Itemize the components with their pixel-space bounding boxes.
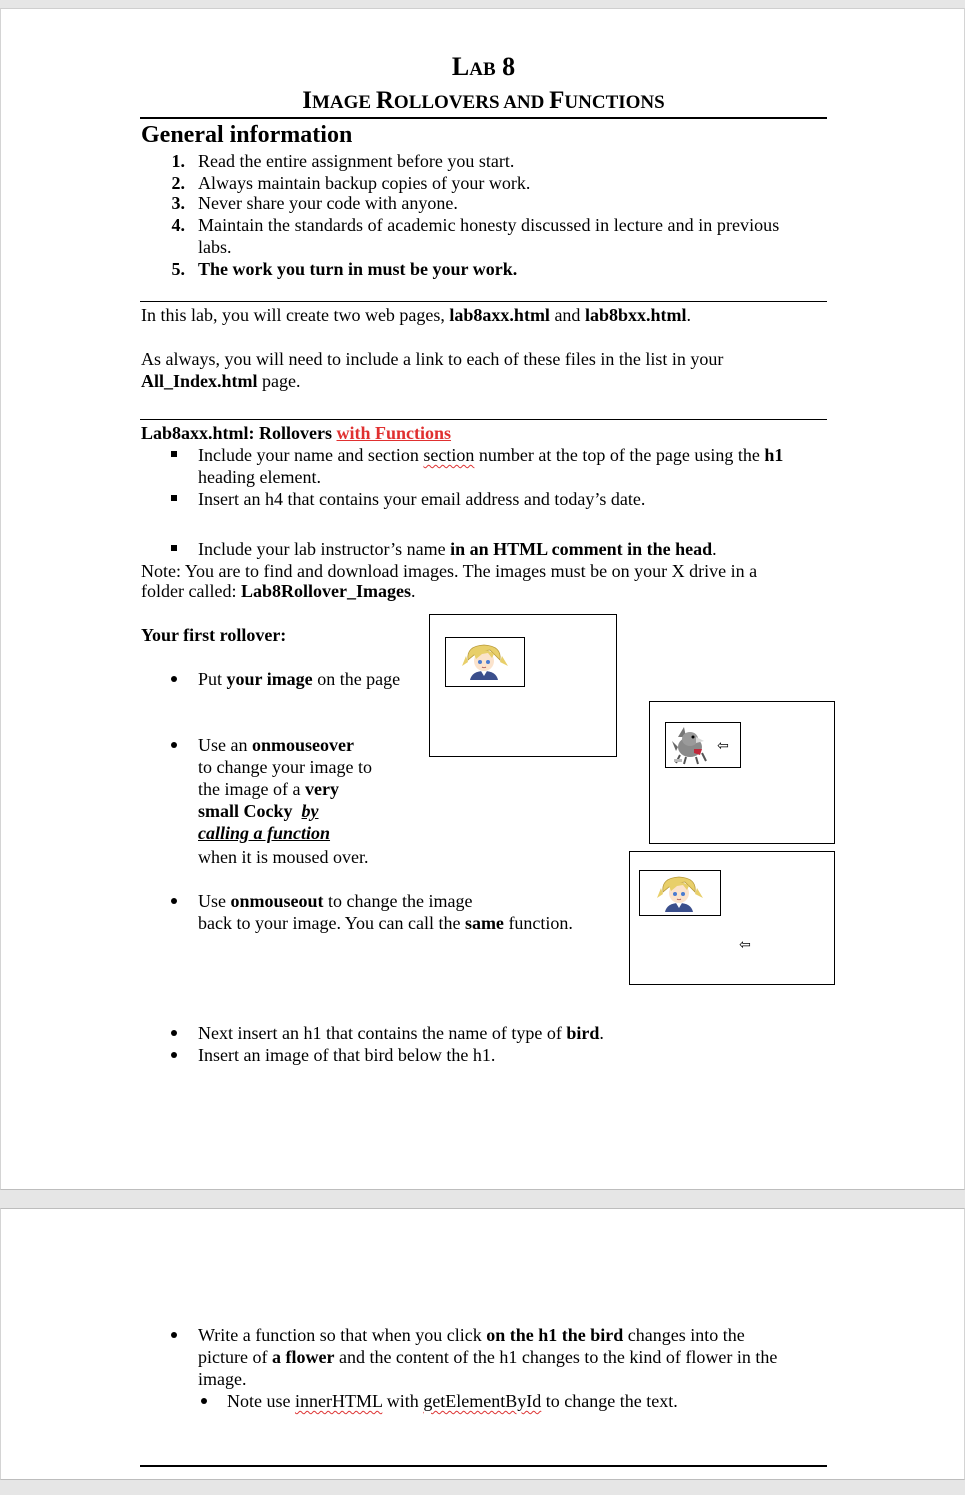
text: function. [503, 913, 573, 933]
bullet-item-cont: heading element. [198, 467, 321, 487]
section-a-heading [141, 422, 451, 444]
section-rule [140, 301, 827, 302]
image-box [639, 870, 721, 916]
bullet-item [198, 444, 783, 466]
text: Next insert an h1 that contains the name of type of [198, 1023, 567, 1043]
rollover-heading: Your first rollover: [141, 625, 287, 645]
lab-title [1, 52, 965, 85]
text: onmouseout [230, 891, 324, 911]
title-smallcaps: AB [469, 59, 496, 80]
text: Use [198, 891, 231, 911]
subtitle-cap: F [549, 87, 565, 114]
text: very [304, 779, 339, 799]
text: . [712, 539, 717, 559]
spell-flag: section [423, 445, 475, 465]
text: the image of a [198, 779, 305, 799]
round-bullet [171, 898, 177, 904]
round-bullet [171, 1030, 177, 1036]
round-bullet [171, 1332, 177, 1338]
document-page-1 [0, 8, 965, 1190]
note-text: Note: You are to find and download images. The images must be on your X drive in a [141, 561, 758, 581]
anime-girl-image [460, 642, 510, 680]
browser-frame-2 [649, 701, 835, 844]
intro-paragraph-2-cont [141, 370, 301, 392]
text: Note use [227, 1391, 295, 1411]
text: to change the image [323, 891, 473, 911]
text: small Cocky [198, 801, 293, 821]
subtitle-cap: I [302, 87, 312, 114]
bottom-rule [140, 1465, 827, 1467]
bullet-item-cont [198, 778, 339, 800]
text: onmouseover [251, 735, 354, 755]
emphasis: by [301, 801, 319, 821]
square-bullet [171, 495, 177, 501]
bullet-item-cont: image. [198, 1369, 247, 1389]
list-number: 4. [171, 215, 185, 235]
text: folder called: [141, 581, 241, 601]
bullet-item-cont: calling a function [198, 823, 331, 843]
bullet-item [198, 1022, 604, 1044]
list-item: Read the entire assignment before you start. [198, 151, 515, 171]
browser-frame-1 [429, 614, 617, 757]
text: Include your name and section [198, 445, 424, 465]
subtitle-sc: UNCTIONS [564, 92, 665, 113]
text: In this lab, you will create two web pages, [141, 305, 450, 325]
cursor-arrow-icon: ⇦ [717, 738, 729, 754]
list-item-cont: labs. [198, 237, 232, 257]
bullet-item-cont [198, 800, 323, 822]
text: Lab8axx.html: Rollovers [141, 423, 337, 443]
bullet-item [198, 538, 717, 560]
spell-flag: getElementById [423, 1391, 542, 1411]
anime-girl-image [655, 874, 705, 912]
document-page-2 [0, 1208, 965, 1480]
text: . [599, 1023, 604, 1043]
text: number at the top of the page using the [474, 445, 765, 465]
subtitle-sc: OLLOVERS AND [393, 92, 550, 113]
list-item: Always maintain backup copies of your work. [198, 173, 531, 193]
text: your image [226, 669, 313, 689]
browser-frame-3 [629, 851, 835, 985]
text: h1 [764, 445, 784, 465]
filename: All_Index.html [141, 371, 258, 391]
note-text-cont [141, 580, 415, 602]
bullet-item-cont [198, 1346, 777, 1368]
text: page. [257, 371, 301, 391]
round-bullet [171, 676, 177, 682]
bullet-item-cont: when it is moused over. [198, 847, 369, 867]
text: Put [198, 669, 227, 689]
bullet-item-cont [198, 912, 573, 934]
cocky-mascot-image [670, 725, 712, 765]
image-box [445, 637, 525, 687]
sub-bullet-item [227, 1390, 678, 1412]
text: bird [566, 1023, 600, 1043]
text: on the h1 the bird [486, 1325, 624, 1345]
title-rule [140, 117, 827, 119]
square-bullet [171, 451, 177, 457]
text: back to your image. You can call the [198, 913, 465, 933]
text: and [549, 305, 585, 325]
cursor-arrow-icon: ⇦ [739, 937, 751, 953]
text: picture of [198, 1347, 272, 1367]
subtitle-cap: R [375, 87, 394, 114]
text: same [464, 913, 504, 933]
lab-subtitle [1, 87, 965, 117]
round-bullet [171, 742, 177, 748]
text: Write a function so that when you click [198, 1325, 487, 1345]
subtitle-sc: MAGE [312, 92, 376, 113]
list-item: The work you turn in must be your work. [198, 259, 518, 279]
text: in an HTML comment in the head [450, 539, 713, 559]
bullet-item [198, 734, 354, 756]
intro-paragraph-2: As always, you will need to include a link to each of these files in the list in your [141, 349, 724, 369]
round-bullet [171, 1052, 177, 1058]
bullet-item-cont: to change your image to [198, 757, 372, 777]
text: and the content of the h1 changes to the kind of flower in the [334, 1347, 778, 1367]
text: . [410, 581, 416, 601]
bullet-item [198, 668, 400, 690]
bullet-item [198, 890, 472, 912]
filename: lab8axx.html [449, 305, 550, 325]
bullet-item: Insert an h4 that contains your email address and today’s date. [198, 489, 646, 509]
list-number: 1. [171, 151, 185, 171]
title-cap: L [451, 52, 470, 81]
general-heading: General information [141, 122, 353, 148]
list-item: Never share your code with anyone. [198, 193, 458, 213]
text: Use an [198, 735, 252, 755]
spell-flag: innerHTML [294, 1391, 383, 1411]
image-box [665, 722, 741, 768]
heading-link: with Functions [336, 423, 452, 443]
text: with [382, 1391, 424, 1411]
list-item: Maintain the standards of academic honesty discussed in lecture and in previous [198, 215, 780, 235]
list-number: 3. [171, 193, 185, 213]
bullet-item: Insert an image of that bird below the h1. [198, 1045, 496, 1065]
filename: lab8bxx.html [584, 305, 687, 325]
intro-paragraph [141, 304, 691, 326]
bullet-item [198, 1324, 745, 1346]
square-bullet [171, 545, 177, 551]
list-number: 5. [171, 259, 185, 279]
folder-name: Lab8Rollover_Images [240, 581, 411, 601]
round-bullet [201, 1398, 207, 1404]
text: Include your lab instructor’s name [198, 539, 451, 559]
text: a flower [271, 1347, 335, 1367]
text: to change the text. [541, 1391, 678, 1411]
text: . [686, 305, 691, 325]
text: on the page [312, 669, 401, 689]
section-rule [140, 419, 827, 420]
list-number: 2. [171, 173, 185, 193]
text: changes into the [623, 1325, 745, 1345]
title-number: 8 [502, 52, 516, 81]
